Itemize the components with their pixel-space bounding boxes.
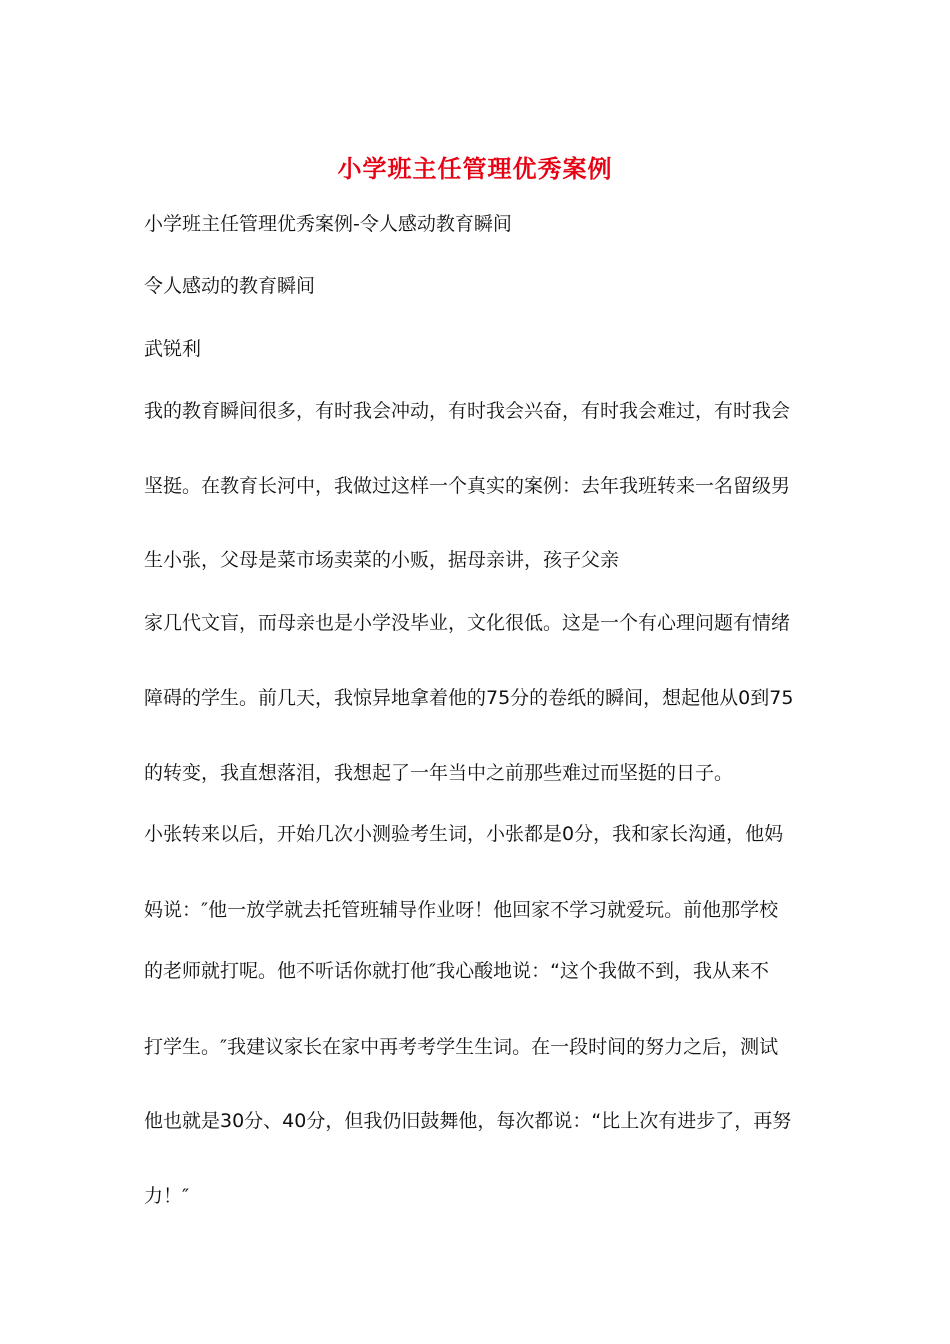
paragraph-line: 家几代文盲，而母亲也是小学没毕业，文化很低。这是一个有心理问题有情绪 [144, 612, 791, 634]
paragraph-line: 的老师就打呢。他不听话你就打他″我心酸地说：“这个我做不到，我从来不 [144, 960, 769, 982]
paragraph-line: 的转变，我直想落泪，我想起了一年当中之前那些难过而坚挺的日子。 [144, 762, 734, 784]
paragraph-line: 他也就是30分、40分，但我仍旧鼓舞他，每次都说：“比上次有进步了，再努 [144, 1110, 792, 1132]
paragraph-line: 力！″ [144, 1185, 190, 1207]
paragraph-line: 障碍的学生。前几天，我惊异地拿着他的75分的卷纸的瞬间，想起他从0到75 [144, 687, 794, 709]
paragraph-line: 妈说：″他一放学就去托管班辅导作业呀！他回家不学习就爱玩。前他那学校 [144, 899, 779, 921]
author-line: 武锐利 [144, 338, 202, 360]
paragraph-line: 坚挺。在教育长河中，我做过这样一个真实的案例：去年我班转来一名留级男 [144, 475, 791, 497]
document-title: 小学班主任管理优秀案例 [337, 154, 613, 183]
paragraph-line: 生小张，父母是菜市场卖菜的小贩，据母亲讲，孩子父亲 [144, 549, 620, 571]
subtitle-line: 小学班主任管理优秀案例-令人感动教育瞬间 [144, 213, 512, 235]
paragraph-line: 我的教育瞬间很多，有时我会冲动，有时我会兴奋，有时我会难过，有时我会 [144, 400, 791, 422]
paragraph-line: 小张转来以后，开始几次小测验考生词，小张都是0分，我和家长沟通，他妈 [144, 823, 784, 845]
heading-line: 令人感动的教育瞬间 [144, 275, 316, 297]
paragraph-line: 打学生。″我建议家长在家中再考考学生生词。在一段时间的努力之后，测试 [144, 1036, 779, 1058]
